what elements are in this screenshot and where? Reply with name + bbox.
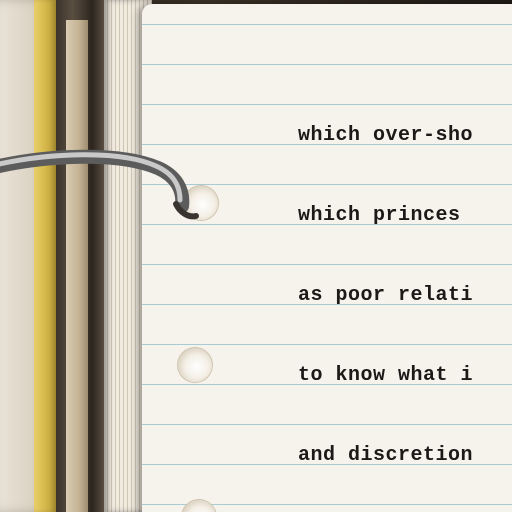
binder-ring xyxy=(0,146,200,236)
folded-paper-edge xyxy=(66,20,88,512)
typed-line: to know what i xyxy=(298,364,474,387)
rule-line xyxy=(142,424,512,425)
typed-line: which over-sho xyxy=(298,124,474,147)
yellow-divider xyxy=(34,0,56,512)
notebook-page xyxy=(142,4,512,512)
rule-line xyxy=(142,24,512,25)
typed-line: and discretion xyxy=(298,444,474,467)
rule-line xyxy=(142,104,512,105)
typed-line: as poor relati xyxy=(298,284,474,307)
typed-line: which princes xyxy=(298,204,461,227)
rule-line xyxy=(142,344,512,345)
rule-line xyxy=(142,264,512,265)
punch-hole xyxy=(178,348,212,382)
rule-line xyxy=(142,64,512,65)
